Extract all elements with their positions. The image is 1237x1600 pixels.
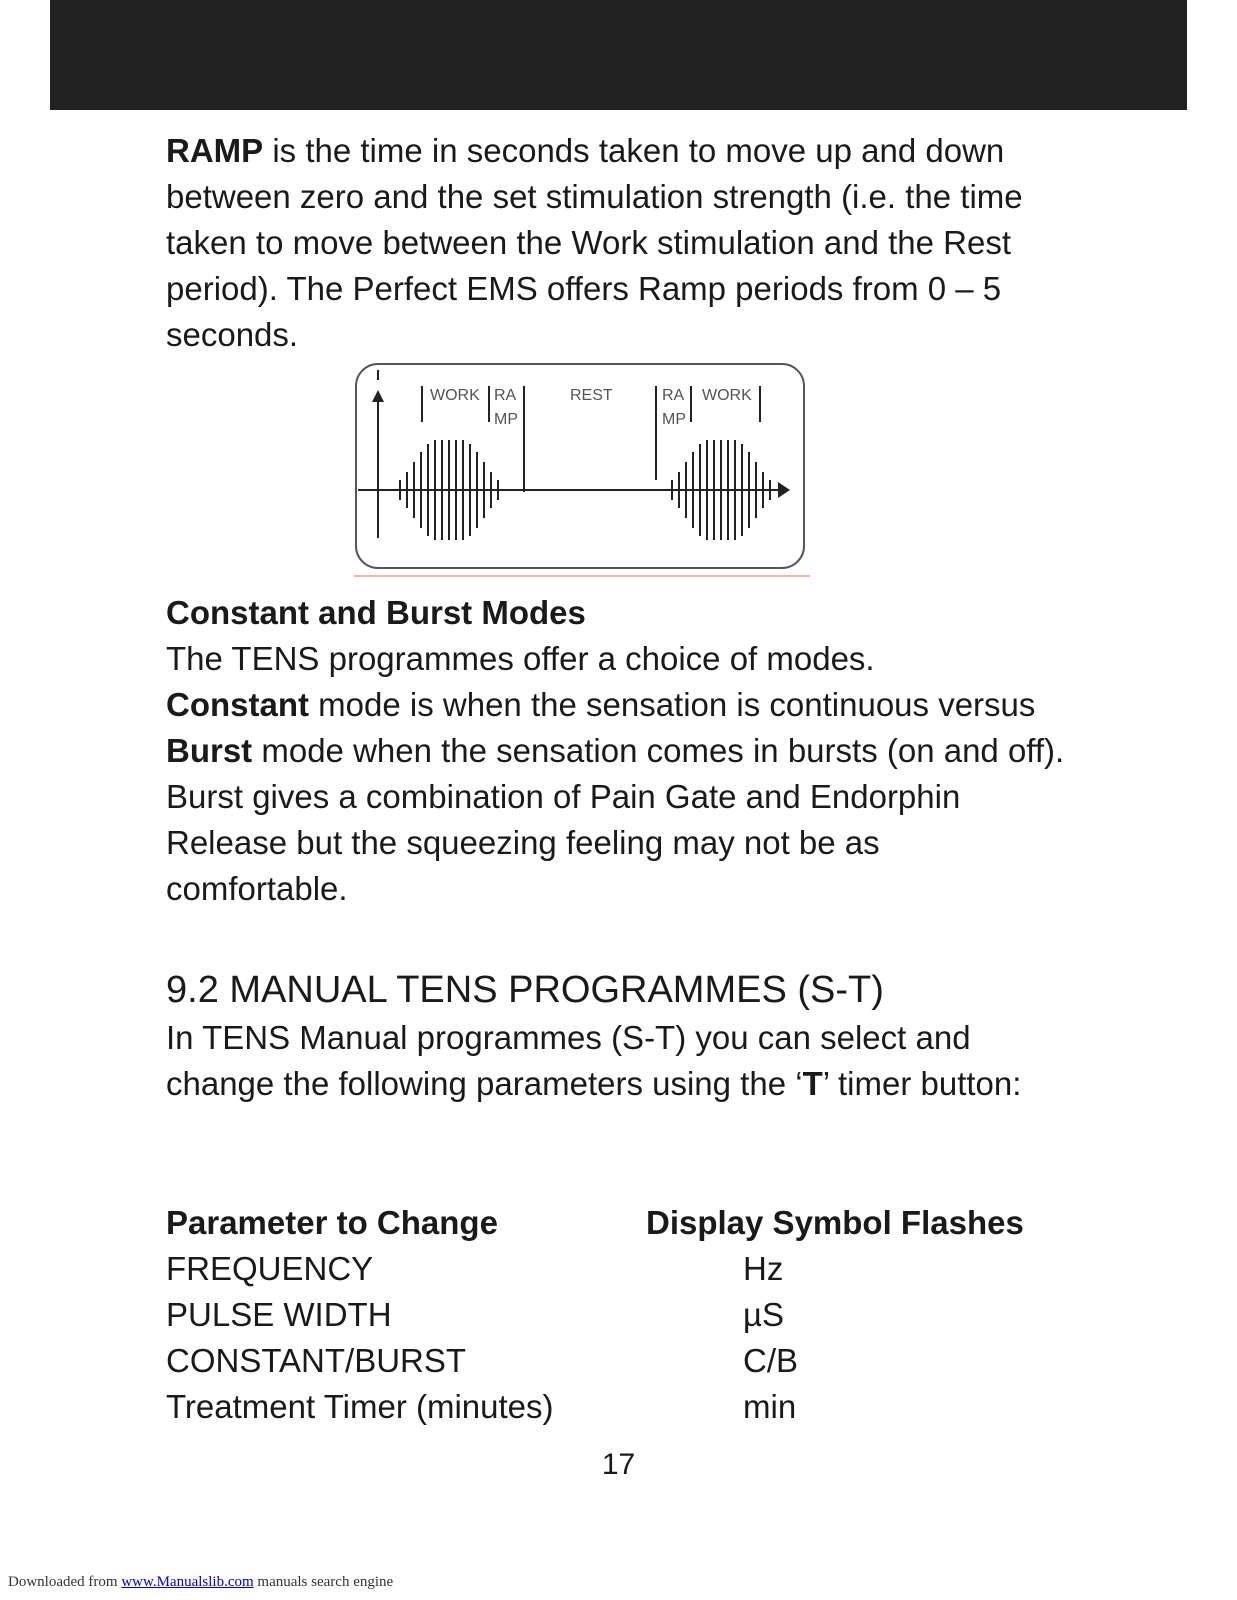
constant-term: Constant	[166, 686, 309, 723]
modes-heading-text: Constant and Burst Modes	[166, 594, 586, 631]
symbol-cell: µS	[743, 1296, 785, 1333]
label-ramp-right-1: RA	[662, 387, 685, 404]
table-header-row	[166, 1200, 1066, 1246]
ramp-text: is the time in seconds taken to move up and down between zero and the set stimulation strength (i.e. the time taken to move between the Work stimulation and the Rest period). The Perfect EMS offers Ramp periods from 0 – 5 seconds.	[166, 132, 1023, 353]
ramp-paragraph	[166, 128, 1066, 358]
manualslib-link[interactable]: www.Manualslib.com	[121, 1574, 254, 1590]
symbol-cell: Hz	[743, 1250, 784, 1287]
param-cell: CONSTANT/BURST	[166, 1342, 467, 1379]
param-cell: PULSE WIDTH	[166, 1296, 392, 1333]
modes-text-a: mode is when the sensation is continuous versus	[309, 686, 1036, 723]
modes-heading	[166, 590, 1066, 636]
parameter-table	[166, 1200, 1066, 1430]
header-parameter: Parameter to Change	[166, 1204, 498, 1241]
download-footer	[8, 1574, 393, 1591]
label-ramp-right-2: MP	[662, 411, 686, 428]
label-ramp-left-2: MP	[494, 411, 518, 428]
header-symbol: Display Symbol Flashes	[646, 1204, 1024, 1241]
modes-section	[166, 590, 1066, 912]
table-row	[166, 1246, 1066, 1292]
label-ramp-left-1: RA	[494, 387, 517, 404]
header-bar	[50, 0, 1187, 110]
manual-text-b: ’ timer button:	[822, 1065, 1022, 1102]
modes-text-b: mode when the sensation comes in bursts (on and off). Burst gives a combination of Pain Gate and Endorphin Release but the squeezing feeling may not be as comfortable.	[166, 732, 1065, 907]
label-work-right: WORK	[702, 387, 752, 404]
param-cell: Treatment Timer (minutes)	[166, 1388, 554, 1425]
label-work-left: WORK	[430, 387, 480, 404]
symbol-cell: C/B	[743, 1342, 799, 1379]
ramp-diagram-svg	[354, 362, 830, 594]
table-row	[166, 1384, 1066, 1430]
timer-key: T	[802, 1065, 823, 1102]
section-heading: 9.2 MANUAL TENS PROGRAMMES (S-T)	[166, 969, 884, 1011]
label-rest: REST	[570, 387, 613, 404]
symbol-cell: min	[743, 1388, 797, 1425]
footer-suffix: manuals search engine	[253, 1574, 394, 1590]
table-row	[166, 1338, 1066, 1384]
modes-paragraph	[166, 682, 1066, 912]
burst-term: Burst	[166, 732, 253, 769]
table-row	[166, 1292, 1066, 1338]
ramp-description	[166, 128, 1066, 358]
ramp-term: RAMP	[166, 132, 264, 169]
page-number: 17	[601, 1448, 636, 1481]
footer-prefix: Downloaded from	[8, 1574, 122, 1590]
param-cell: FREQUENCY	[166, 1250, 374, 1287]
manual-text-a: In TENS Manual programmes (S-T) you can select and change the following parameters using the ‘	[166, 1019, 971, 1102]
ramp-diagram	[354, 362, 830, 594]
manual-paragraph	[166, 1015, 1066, 1107]
modes-line1: The TENS programmes offer a choice of modes.	[166, 640, 875, 677]
manual-programmes-text	[166, 1015, 1066, 1107]
